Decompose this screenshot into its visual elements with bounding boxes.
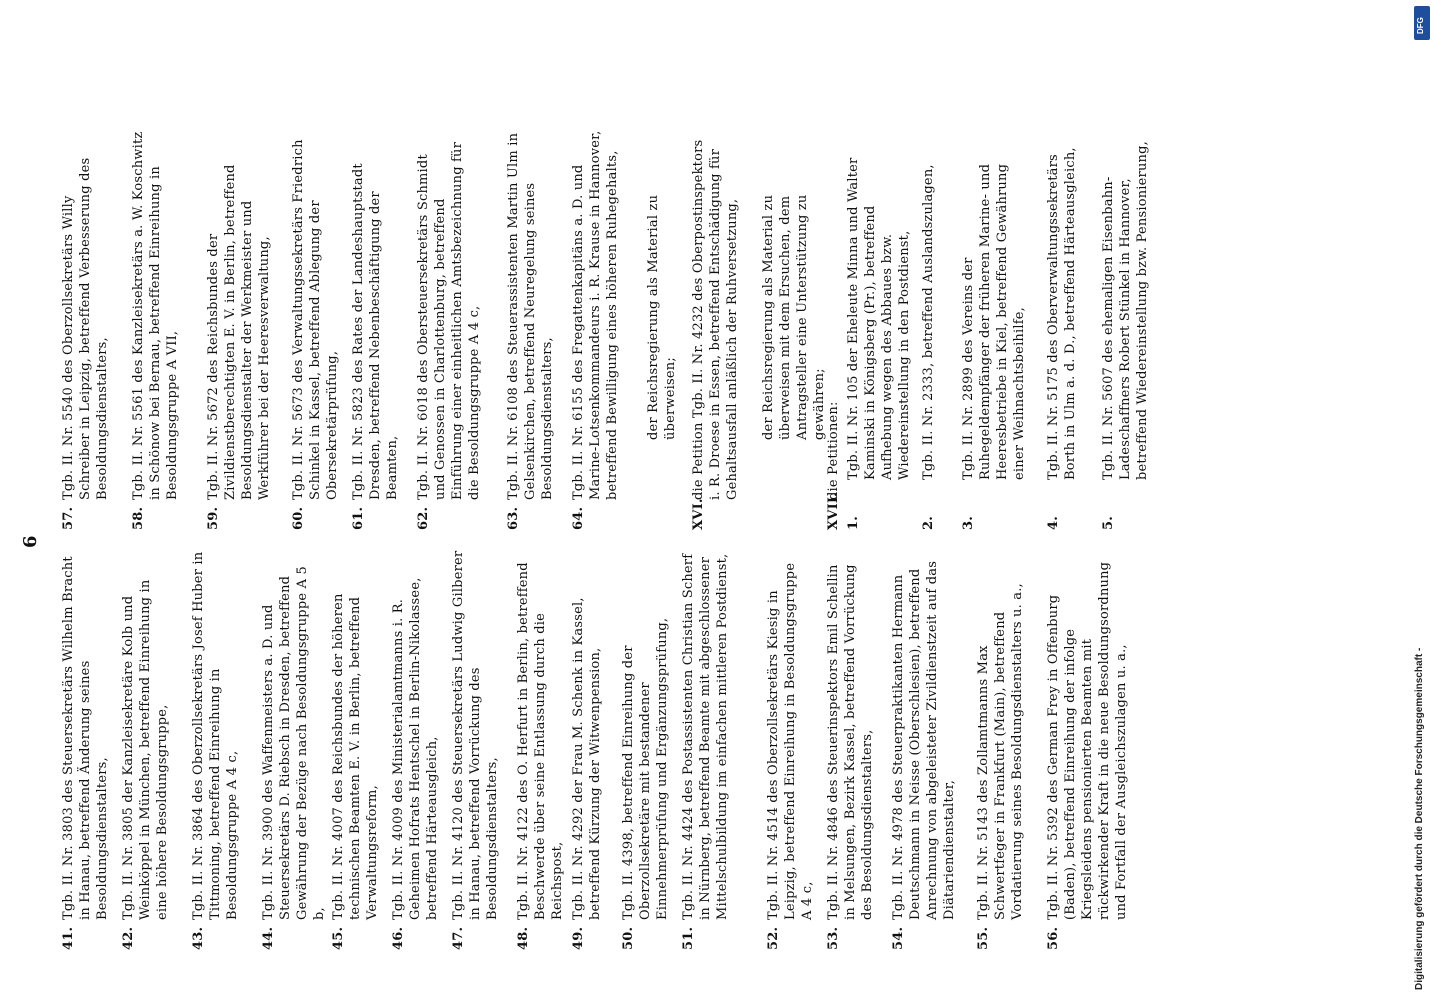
list-item (260, 550, 328, 950)
item-text: Tgb. II. Nr. 5672 des Reichsbundes der Zivildienstberechtigten E. V. in Berlin, betreffend Besoldungsdienstalter der Werkmeister und Werkführer bei der Heeresverwaltung, (206, 164, 272, 500)
list-item (845, 130, 913, 530)
dfg-logo-text: DFG (1416, 17, 1425, 34)
page-number-left: 6 (20, 535, 41, 548)
digitization-notice (1408, 0, 1428, 1000)
dfg-logo (1414, 6, 1430, 40)
list-item (350, 130, 401, 530)
item-text: die Petitionen: (826, 401, 841, 500)
list-item (760, 130, 828, 530)
item-number: 55. (976, 926, 991, 950)
item-text: Tgb. II. Nr. 6108 des Steuerassistenten Martin Ulm in Gelsenkirchen, betreffend Neuregelung seines Besoldungsdienstalters, (506, 132, 555, 500)
item-number: 3. (961, 516, 976, 530)
item-text: Tgb. II. Nr. 4007 des Reichsbundes der höheren technischen Beamten E. V. in Berlin, betreffend Verwaltungsreform, (331, 593, 380, 920)
item-text: Tgb. II. Nr. 5561 des Kanzleisekretärs a. W. Koschwitz in Schönow bei Bernau, betreffend Einreihung in Besoldungsgruppe A VII, (131, 131, 180, 500)
item-text: Tgb. II. Nr. 3805 der Kanzleisekretäre Kolb und Weinköppel in München, betreffend Einreihung in eine höhere Besoldungsgruppe, (121, 579, 170, 920)
item-number: 59. (206, 506, 221, 530)
list-item (690, 130, 741, 530)
item-number: 50. (621, 926, 636, 950)
item-text: Tgb. II. Nr. 5673 des Verwaltungssekretärs Friedrich Schinkel in Kassel, betreffend Ablegung der Obersekretärprüfung, (291, 139, 340, 500)
item-number: XVI. (691, 498, 706, 530)
list-item (290, 130, 341, 530)
list-item (1045, 130, 1079, 530)
item-text: Tgb. II. Nr. 4424 des Postassistenten Christian Scherf in Nürnberg, betreffend Beamte mit abgeschlossener Mittelschulbildung im einfachen mittleren Postdienst, (681, 553, 730, 920)
item-text: der Reichsregierung als Material zu überweisen mit dem Ersuchen, dem Antragsteller eine Unterstützung zu gewähren; (761, 194, 827, 440)
list-item (825, 130, 842, 530)
list-item (60, 130, 111, 530)
list-item (825, 550, 876, 950)
item-number: XVII. (826, 492, 841, 530)
item-text: Tgb. II. Nr. 2333, betreffend Auslandszulagen, (921, 164, 936, 480)
item-text: Tgb. II. 4398, betreffend Einreihung der Oberzollsekretäre mit bestandener Einnehmerprüfung und Ergänzungsprüfung, (621, 617, 670, 920)
list-item (60, 550, 111, 950)
item-text: Tgb. II. Nr. 4978 des Steuerpraktikanten Hermann Deutschmann in Neisse (Oberschlesien), betreffend Anrechnung von abgeleisteter Zivildienstzeit auf das Diätariendienstalter, (891, 560, 957, 920)
item-number: 64. (571, 506, 586, 530)
item-text: Tgb. II. Nr. 4846 des Steuerinspektors Emil Schellin in Melsungen, Bezirk Kassel, betreffend Vorrückung des Besoldungsdienstalters, (826, 564, 875, 920)
left-column (60, 540, 1340, 950)
item-number: 52. (766, 926, 781, 950)
list-item (330, 550, 381, 950)
item-number: 54. (891, 926, 906, 950)
item-number: 4. (1046, 516, 1061, 530)
list-item (620, 550, 671, 950)
digitization-text: Digitalisierung gefördert durch die Deutsche Forschungsgemeinschaft - (1414, 647, 1425, 990)
item-number: 60. (291, 506, 306, 530)
list-item (205, 130, 273, 530)
list-item (920, 130, 937, 530)
item-text: die Petition Tgb. II. Nr. 4232 des Oberpostinspektors i. R. Droese in Essen, betreffend Entschädigung für Gehaltsausfall anläßlich der Ruhversetzung, (691, 139, 740, 500)
item-number: 48. (516, 926, 531, 950)
item-number: 63. (506, 506, 521, 530)
item-text: Tgb. II. Nr. 6155 des Fregattenkapitäns a. D. und Marine-Lotsenkommandeurs i. R. Krause in Hannover, betreffend Bewilligung eines höheren Ruhegehalts, (571, 130, 620, 500)
item-number: 51. (681, 926, 696, 950)
list-item (450, 550, 501, 950)
item-number: 61. (351, 506, 366, 530)
item-text: Tgb. II. Nr. 5823 des Rates der Landeshauptstadt Dresden, betreffend Nebenbeschäftigung der Beamten, (351, 163, 400, 500)
list-item (570, 550, 604, 950)
list-item (390, 550, 441, 950)
item-text: Tgb. II. Nr. 3803 des Steuersekretärs Wilhelm Bracht in Hanau, betreffend Änderung seines Besoldungsdienstalters, (61, 556, 110, 920)
item-number: 41. (61, 926, 76, 950)
item-text: Tgb. II. Nr. 3900 des Waffenmeisters a. D. und Steuersekretärs D. Riebsch in Dresden, betreffend Gewährung der Bezüge nach Besoldungsgruppe A 5 b, (261, 566, 327, 920)
item-text: der Reichsregierung als Material zu überweisen; (646, 194, 678, 440)
item-text: Tgb. II. Nr. 4122 des O. Herfurt in Berlin, betreffend Beschwerde über seine Entlassung durch die Reichspost, (516, 562, 565, 920)
item-number: 42. (121, 926, 136, 950)
item-text: Tgb. II. Nr. 4292 der Frau M. Schenk in Kassel, betreffend Kürzung der Witwenpension, (571, 597, 603, 920)
item-text: Tgb. II. Nr. 5392 des German Frey in Offenburg (Baden), betreffend Einreihung der infolge Kriegsleidens pensionierten Beamten mit rückwirkender Kraft in die neue Besoldungsordnung und Fortfall der Ausgleichszulagen u. a., (1046, 561, 1129, 920)
list-item (765, 550, 816, 950)
list-item (570, 130, 621, 530)
item-text: Tgb. II. Nr. 4514 des Oberzollsekretärs Kiesig in Leipzig, betreffend Einreihung in Besoldungsgruppe A 4 c, (766, 562, 815, 920)
item-number: 47. (451, 926, 466, 950)
list-item (120, 550, 171, 950)
item-text: Tgb. II. Nr. 4009 des Ministerialamtmanns i. R. Geheimen Hofrats Hentschel in Berlin-Nikolassee, betreffend Härteausgleich, (391, 577, 440, 920)
item-text: Tgb. II. Nr. 105 der Eheleute Minna und Walter Kaminski in Königsberg (Pr.), betreffend Aufhebung wegen des Abbaues bzw. Wiedereinstellung in den Postdienst, (846, 157, 912, 480)
list-item (975, 550, 1026, 950)
item-text: Tgb. II. Nr. 5540 des Oberzollsekretärs Willy Schreiber in Leipzig, betreffend Verbesserung des Besoldungsdienstalters, (61, 157, 110, 500)
item-number: 46. (391, 926, 406, 950)
item-text: Tgb. II. Nr. 5143 des Zollamtmanns Max Schwertfeger in Frankfurt (Main), betreffend Vordatierung seines Besoldungsdienstalters u. a., (976, 583, 1025, 920)
item-number: 62. (416, 506, 431, 530)
item-text: Tgb. II. Nr. 2899 des Vereins der Ruhegeldempfänger der früheren Marine- und Heeresbetriebe in Kiel, betreffend Gewährung einer Weihnachtsbeihilfe, (961, 163, 1027, 480)
list-item (680, 550, 731, 950)
item-number: 49. (571, 926, 586, 950)
rotated-page (20, 120, 1340, 950)
item-number: 45. (331, 926, 346, 950)
list-item (890, 550, 958, 950)
item-text: Tgb. II. Nr. 5607 des ehemaligen Eisenbahn-Ladeschaffners Robert Stünkel in Hannover, betreffend Wiedereinstellung bzw. Pensionierung, (1101, 141, 1150, 480)
item-number: 44. (261, 926, 276, 950)
item-text: Tgb. II. Nr. 6018 des Obersteuersekretärs Schmidt und Genossen in Charlottenburg, betreffend Einführung einer einheitlichen Amtsbezeichnung für die Besoldungsgruppe A 4 c, (416, 141, 482, 500)
item-text: Tgb. II. Nr. 4120 des Steuersekretärs Ludwig Gilberer in Hanau, betreffend Vorrückung des Besoldungsdienstalters, (451, 550, 500, 920)
list-item (130, 130, 181, 530)
list-item (1045, 550, 1130, 950)
list-item (960, 130, 1028, 530)
list-item (1100, 130, 1151, 530)
item-number: 2. (921, 516, 936, 530)
item-number: 1. (846, 516, 861, 530)
list-item (415, 130, 483, 530)
list-item (505, 130, 556, 530)
item-number: 53. (826, 926, 841, 950)
list-item (190, 550, 241, 950)
list-item (645, 130, 679, 530)
item-number: 56. (1046, 926, 1061, 950)
list-item (515, 550, 566, 950)
item-number: 57. (61, 506, 76, 530)
item-number: 5. (1101, 516, 1116, 530)
item-text: Tgb. II. Nr. 3864 des Oberzollsekretärs Josef Huber in Tittmoning, betreffend Einreihung in Besoldungsgruppe A 4 c, (191, 551, 240, 920)
right-column (60, 120, 1340, 530)
item-number: 43. (191, 926, 206, 950)
item-text: Tgb. II. Nr. 5175 des Oberverwaltungssekretärs Borth in Ulm a. d. D., betreffend Härteausgleich, (1046, 147, 1078, 480)
item-number: 58. (131, 506, 146, 530)
